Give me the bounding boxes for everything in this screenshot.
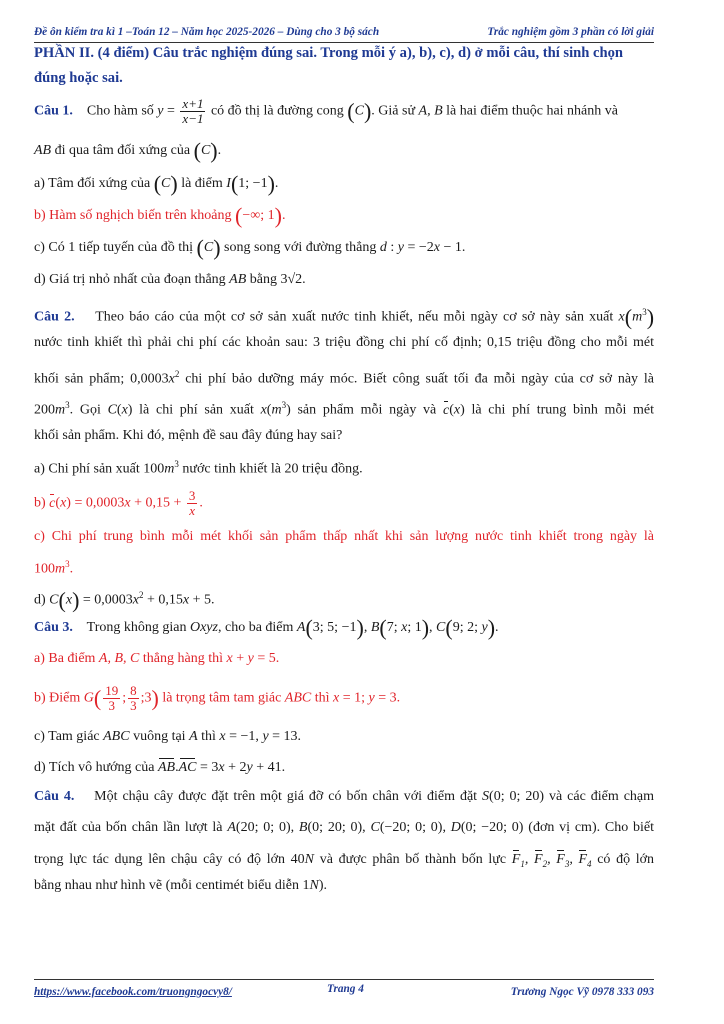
q2-option-c-cont: $100m^3$. (34, 559, 74, 577)
q2-line4: $200m^3$. Gọi C(x) là chi phí sản xuất $x(m^3)$ sản phẩm mỗi ngày và c(x) là chi phí trung bình mỗi mét (34, 395, 654, 421)
q1-option-b: b) Hàm số nghịch biến trên khoảng (−∞; 1). (34, 203, 286, 228)
q3-option-c: c) Tam giác ABC vuông tại A thì x = −1, y = 13. (34, 729, 302, 744)
q1-fraction: $\frac{x+1}{x-1}$ (182, 96, 204, 126)
section-title: PHẦN II. (4 điểm) Câu trắc nghiệm đúng sai. Trong mỗi ý a), b), c), d) ở mỗi câu, thí sinh chọn đúng hoặc sai. (34, 45, 624, 86)
q2-label: Câu 2. (34, 309, 75, 325)
header-right: Trắc nghiệm gồm 3 phần có lời giải (487, 26, 654, 38)
q4-label: Câu 4. (34, 789, 75, 804)
page-footer (34, 979, 654, 1004)
q2-option-c: c) Chi phí trung bình mỗi mét khối sản phẩm thấp nhất khi sản lượng nước tinh khiết trong ngày là (34, 529, 654, 544)
q3-option-a: a) Ba điểm A, B, C thẳng hàng thì x + y = 5. (34, 651, 280, 666)
q2-line3: khối sản phẩm; $0,0003x^2$ chi phí bảo dưỡng máy móc. Biết công suất tối đa mỗi ngày của cơ sở này là (34, 369, 655, 387)
q1-label: Câu 1. (34, 103, 73, 119)
q4-line4: bằng nhau như hình vẽ (mỗi centimét biểu diễn 1N). (34, 878, 327, 893)
q2-option-d: d) $C(x) = 0,0003x^2 + 0,15x + 5$. (34, 587, 215, 613)
q4-line3: trọng lực tác dụng lên chậu cây có độ lớn 40N và được phân bố thành bốn lực $F_1$, $F_2$, $F_3$, $F_4$ có độ lớn (34, 852, 655, 869)
q2-fraction: $\frac{3}{x}$ (188, 488, 196, 518)
q3-option-b: b) Điểm G( $\frac{19}{3}$ ; $\frac{8}{3}$ ;3) là trọng tâm tam giác ABC thì x = 1; y = 3. (34, 683, 401, 713)
q3-label: Câu 3. (34, 620, 73, 636)
header-left: Đề ôn kiểm tra kì 1 –Toán 12 – Năm học 2025-2026 – Dùng cho 3 bộ sách (34, 26, 380, 38)
q4-line1: Câu 4. Một chậu cây được đặt trên một giá đỡ có bốn chân với điểm đặt S(0; 0; 20) và các điểm chạm (34, 789, 655, 804)
q2-line5: khối sản phẩm. Khi đó, mệnh đề sau đây đúng hay sai? (34, 428, 343, 443)
facebook-link[interactable]: https://www.facebook.com/truongngocvy8/ (34, 986, 232, 998)
q1-option-c: c) Có 1 tiếp tuyến của đồ thị (C) song song với đường thẳng d : y = −2x − 1. (34, 235, 466, 260)
q1-option-a: a) Tâm đối xứng của (C) là điểm I(1; −1). (34, 171, 279, 196)
q2-option-a: a) Chi phí sản xuất $100m^3$ nước tinh khiết là 20 triệu đồng. (34, 459, 363, 477)
q2-line2: nước tinh khiết thì phải chi phí các khoản sau: 3 triệu đồng chi phí cố định; 0,15 triệu đồng cho mỗi mét (34, 335, 654, 350)
author-contact: Trương Ngọc Vỹ 0978 333 093 (510, 986, 654, 998)
q3-line1: Câu 3. Trong không gian Oxyz, cho ba điểm A(3; 5; −1), B(7; x; 1), C(9; 2; y). (34, 615, 499, 640)
q3-option-d: d) Tích vô hướng của AB.AC = 3x + 2y + 41. (34, 758, 285, 778)
q4-line2: mặt đất của bốn chân lần lượt là A(20; 0; 0), B(0; 20; 0), C(−20; 0; 0), D(0; −20; 0) (đơn vị cm). Cho biết (34, 820, 655, 835)
q1-line2: AB đi qua tâm đối xứng của (C). (34, 138, 222, 163)
q1-line1: Câu 1. Cho hàm số y = $\frac{x+1}{x-1}$ có đồ thị là đường cong (C). Giả sử A, B là hai điểm thuộc hai nhánh và (34, 96, 618, 126)
q2-line1: Câu 2. Theo báo cáo của một cơ sở sản xuất nước tinh khiết, nếu mỗi ngày cơ sở này sản xuất $x(m^3)$ (34, 304, 655, 330)
q2-option-b: b) c(x) = 0,0003x + 0,15 + $\frac{3}{x}$ . (34, 488, 203, 518)
page-number: Trang 4 (327, 983, 364, 995)
q1-option-d: d) Giá trị nhỏ nhất của đoạn thẳng AB bằng 3√2. (34, 272, 306, 287)
